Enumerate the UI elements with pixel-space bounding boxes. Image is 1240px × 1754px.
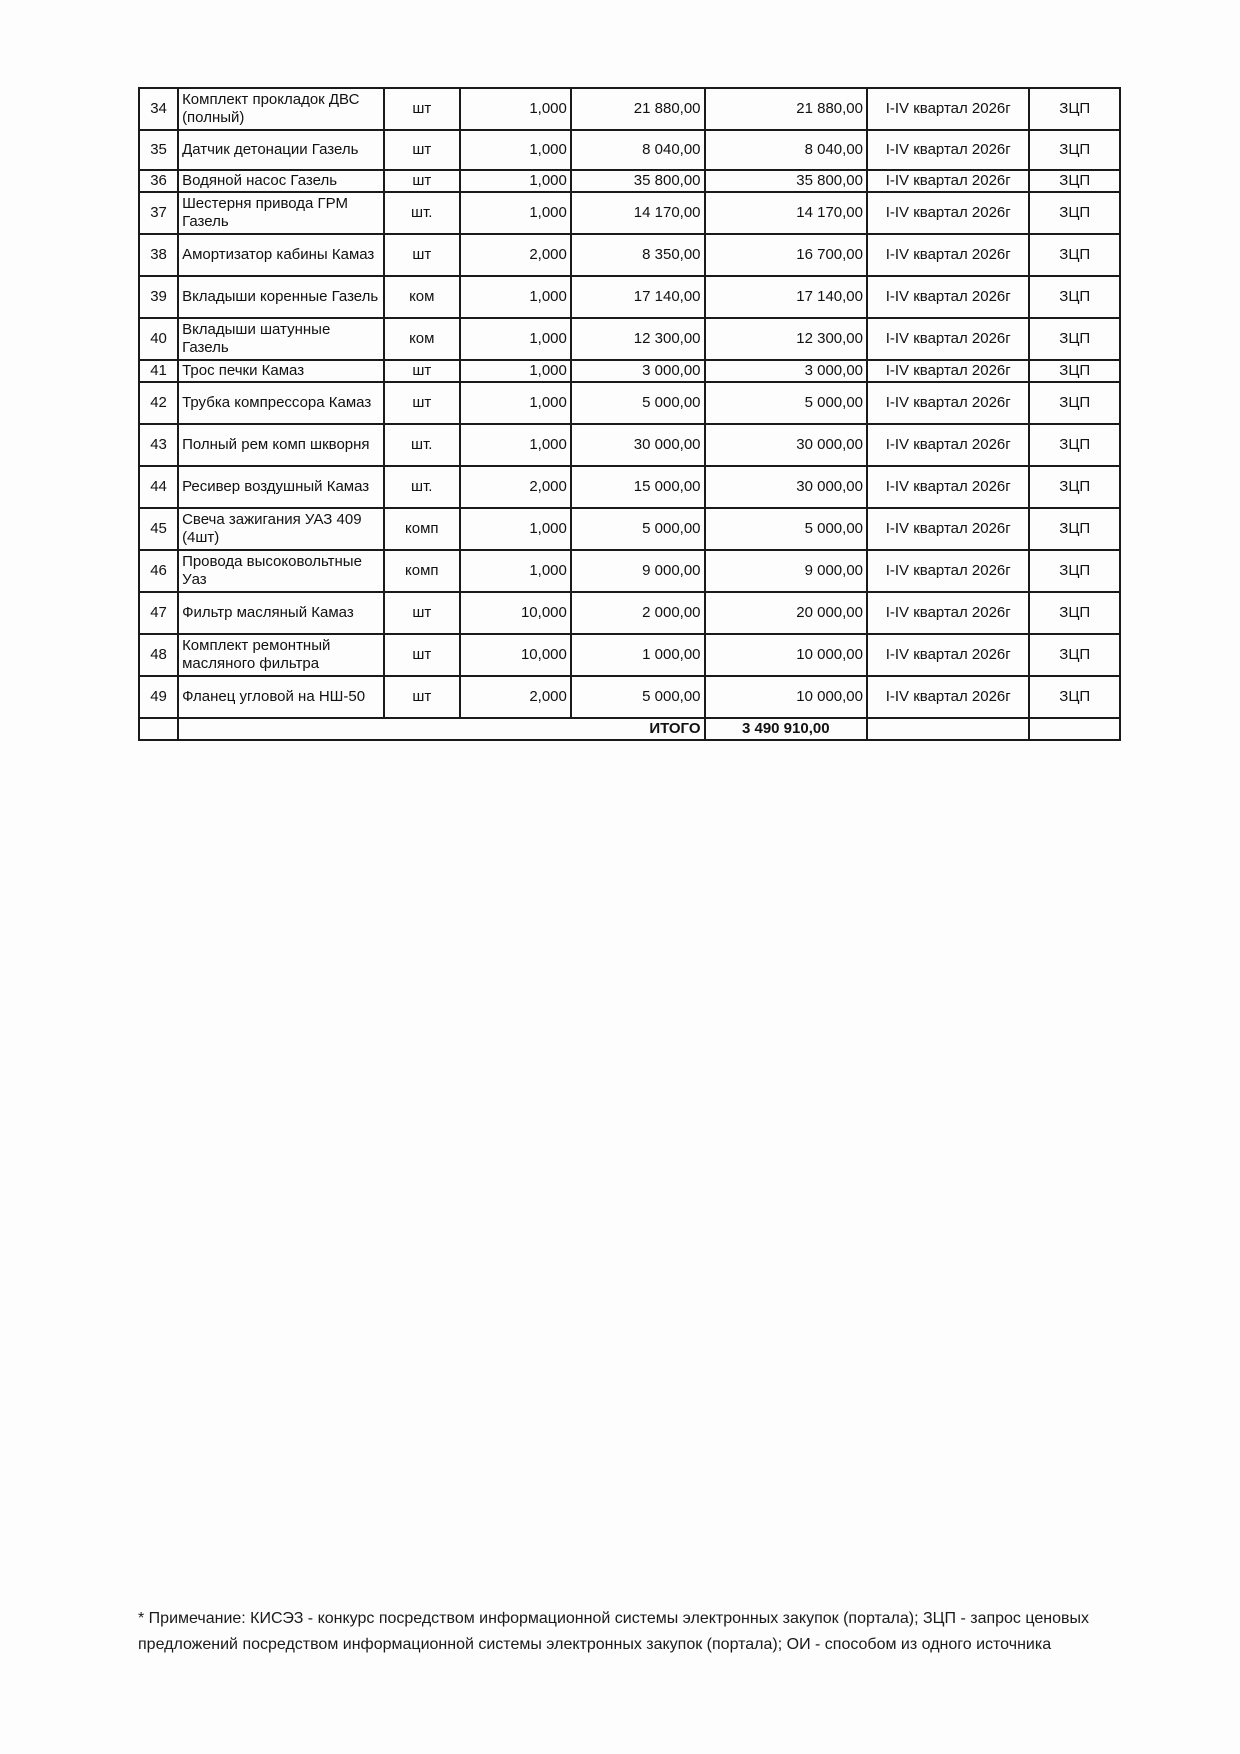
table-row	[139, 550, 1120, 592]
amount-cell: 16 700,00	[705, 234, 867, 276]
quantity-cell: 10,000	[460, 592, 571, 634]
table-row	[139, 592, 1120, 634]
unit-cell: шт	[384, 130, 460, 170]
procurement-method-cell: ЗЦП	[1029, 550, 1120, 592]
quantity-cell: 1,000	[460, 508, 571, 550]
row-number-cell: 40	[139, 318, 178, 360]
unit-price-cell: 5 000,00	[571, 676, 705, 718]
item-name-cell: Комплект ремонтный масляного фильтра	[178, 634, 384, 676]
delivery-period-cell: I-IV квартал 2026г	[867, 276, 1029, 318]
unit-cell: комп	[384, 508, 460, 550]
delivery-period-cell: I-IV квартал 2026г	[867, 130, 1029, 170]
row-number-cell: 46	[139, 550, 178, 592]
row-number-cell: 49	[139, 676, 178, 718]
delivery-period-cell: I-IV квартал 2026г	[867, 234, 1029, 276]
row-number-cell: 41	[139, 360, 178, 382]
footnote: * Примечание: КИСЭЗ - конкурс посредством информационной системы электронных закупок (портала); ЗЦП - запрос ценовых предложений посредством информационной системы электронных закупок (портала); ОИ - способом из одного источника	[138, 1610, 1089, 1653]
item-name-cell: Вкладыши шатунные Газель	[178, 318, 384, 360]
table-row	[139, 170, 1120, 192]
total-empty-cell	[139, 718, 178, 740]
quantity-cell: 2,000	[460, 466, 571, 508]
procurement-method-cell: ЗЦП	[1029, 592, 1120, 634]
unit-cell: шт	[384, 88, 460, 130]
quantity-cell: 1,000	[460, 130, 571, 170]
procurement-method-cell: ЗЦП	[1029, 318, 1120, 360]
row-number-cell: 34	[139, 88, 178, 130]
quantity-cell: 1,000	[460, 276, 571, 318]
unit-price-cell: 8 040,00	[571, 130, 705, 170]
quantity-cell: 1,000	[460, 360, 571, 382]
row-number-cell: 42	[139, 382, 178, 424]
unit-price-cell: 15 000,00	[571, 466, 705, 508]
table-row	[139, 276, 1120, 318]
unit-cell: шт	[384, 234, 460, 276]
unit-price-cell: 2 000,00	[571, 592, 705, 634]
delivery-period-cell: I-IV квартал 2026г	[867, 360, 1029, 382]
procurement-method-cell: ЗЦП	[1029, 382, 1120, 424]
unit-cell: шт	[384, 360, 460, 382]
item-name-cell: Провода высоковольтные Уаз	[178, 550, 384, 592]
item-name-cell: Амортизатор кабины Камаз	[178, 234, 384, 276]
table-row	[139, 466, 1120, 508]
table-row	[139, 234, 1120, 276]
unit-price-cell: 17 140,00	[571, 276, 705, 318]
unit-cell: шт	[384, 676, 460, 718]
row-number-cell: 38	[139, 234, 178, 276]
unit-price-cell: 5 000,00	[571, 382, 705, 424]
delivery-period-cell: I-IV квартал 2026г	[867, 424, 1029, 466]
delivery-period-cell: I-IV квартал 2026г	[867, 382, 1029, 424]
quantity-cell: 1,000	[460, 318, 571, 360]
total-empty-cell	[1029, 718, 1120, 740]
unit-cell: ком	[384, 276, 460, 318]
procurement-method-cell: ЗЦП	[1029, 234, 1120, 276]
table-row	[139, 192, 1120, 234]
unit-price-cell: 8 350,00	[571, 234, 705, 276]
delivery-period-cell: I-IV квартал 2026г	[867, 550, 1029, 592]
unit-price-cell: 1 000,00	[571, 634, 705, 676]
unit-price-cell: 12 300,00	[571, 318, 705, 360]
item-name-cell: Фильтр масляный Камаз	[178, 592, 384, 634]
quantity-cell: 1,000	[460, 550, 571, 592]
quantity-cell: 2,000	[460, 234, 571, 276]
quantity-cell: 1,000	[460, 88, 571, 130]
unit-cell: шт.	[384, 466, 460, 508]
amount-cell: 3 000,00	[705, 360, 867, 382]
amount-cell: 21 880,00	[705, 88, 867, 130]
procurement-table	[138, 87, 1121, 741]
procurement-method-cell: ЗЦП	[1029, 360, 1120, 382]
unit-cell: шт	[384, 592, 460, 634]
item-name-cell: Полный рем комп шкворня	[178, 424, 384, 466]
table-row	[139, 88, 1120, 130]
unit-price-cell: 30 000,00	[571, 424, 705, 466]
total-empty-cell	[867, 718, 1029, 740]
procurement-method-cell: ЗЦП	[1029, 130, 1120, 170]
procurement-table-body	[139, 88, 1120, 718]
unit-cell: шт	[384, 634, 460, 676]
amount-cell: 17 140,00	[705, 276, 867, 318]
row-number-cell: 48	[139, 634, 178, 676]
item-name-cell: Ресивер воздушный Камаз	[178, 466, 384, 508]
row-number-cell: 44	[139, 466, 178, 508]
unit-cell: шт	[384, 382, 460, 424]
total-row	[139, 718, 1120, 740]
delivery-period-cell: I-IV квартал 2026г	[867, 170, 1029, 192]
table-row	[139, 382, 1120, 424]
row-number-cell: 45	[139, 508, 178, 550]
total-value: 3 490 910,00	[705, 718, 867, 740]
quantity-cell: 10,000	[460, 634, 571, 676]
table-row	[139, 676, 1120, 718]
amount-cell: 10 000,00	[705, 634, 867, 676]
delivery-period-cell: I-IV квартал 2026г	[867, 318, 1029, 360]
delivery-period-cell: I-IV квартал 2026г	[867, 508, 1029, 550]
amount-cell: 5 000,00	[705, 508, 867, 550]
item-name-cell: Водяной насос Газель	[178, 170, 384, 192]
table-row	[139, 424, 1120, 466]
procurement-method-cell: ЗЦП	[1029, 192, 1120, 234]
delivery-period-cell: I-IV квартал 2026г	[867, 466, 1029, 508]
row-number-cell: 43	[139, 424, 178, 466]
total-label: ИТОГО	[178, 718, 704, 740]
procurement-method-cell: ЗЦП	[1029, 508, 1120, 550]
unit-price-cell: 35 800,00	[571, 170, 705, 192]
amount-cell: 30 000,00	[705, 424, 867, 466]
row-number-cell: 36	[139, 170, 178, 192]
amount-cell: 5 000,00	[705, 382, 867, 424]
amount-cell: 35 800,00	[705, 170, 867, 192]
row-number-cell: 37	[139, 192, 178, 234]
table-row	[139, 130, 1120, 170]
amount-cell: 30 000,00	[705, 466, 867, 508]
unit-price-cell: 14 170,00	[571, 192, 705, 234]
delivery-period-cell: I-IV квартал 2026г	[867, 676, 1029, 718]
row-number-cell: 47	[139, 592, 178, 634]
item-name-cell: Комплект прокладок ДВС (полный)	[178, 88, 384, 130]
amount-cell: 10 000,00	[705, 676, 867, 718]
unit-price-cell: 21 880,00	[571, 88, 705, 130]
unit-price-cell: 3 000,00	[571, 360, 705, 382]
item-name-cell: Трос печки Камаз	[178, 360, 384, 382]
row-number-cell: 39	[139, 276, 178, 318]
item-name-cell: Фланец угловой на НШ-50	[178, 676, 384, 718]
unit-cell: шт.	[384, 192, 460, 234]
amount-cell: 14 170,00	[705, 192, 867, 234]
procurement-method-cell: ЗЦП	[1029, 424, 1120, 466]
item-name-cell: Трубка компрессора Камаз	[178, 382, 384, 424]
quantity-cell: 1,000	[460, 424, 571, 466]
unit-cell: шт.	[384, 424, 460, 466]
procurement-method-cell: ЗЦП	[1029, 276, 1120, 318]
quantity-cell: 1,000	[460, 382, 571, 424]
delivery-period-cell: I-IV квартал 2026г	[867, 634, 1029, 676]
procurement-method-cell: ЗЦП	[1029, 466, 1120, 508]
quantity-cell: 2,000	[460, 676, 571, 718]
unit-cell: комп	[384, 550, 460, 592]
amount-cell: 12 300,00	[705, 318, 867, 360]
unit-price-cell: 9 000,00	[571, 550, 705, 592]
unit-cell: ком	[384, 318, 460, 360]
amount-cell: 20 000,00	[705, 592, 867, 634]
procurement-method-cell: ЗЦП	[1029, 676, 1120, 718]
amount-cell: 9 000,00	[705, 550, 867, 592]
delivery-period-cell: I-IV квартал 2026г	[867, 592, 1029, 634]
item-name-cell: Вкладыши коренные Газель	[178, 276, 384, 318]
procurement-method-cell: ЗЦП	[1029, 634, 1120, 676]
item-name-cell: Шестерня привода ГРМ Газель	[178, 192, 384, 234]
procurement-method-cell: ЗЦП	[1029, 170, 1120, 192]
item-name-cell: Свеча зажигания УАЗ 409 (4шт)	[178, 508, 384, 550]
procurement-method-cell: ЗЦП	[1029, 88, 1120, 130]
item-name-cell: Датчик детонации Газель	[178, 130, 384, 170]
table-row	[139, 318, 1120, 360]
quantity-cell: 1,000	[460, 192, 571, 234]
unit-price-cell: 5 000,00	[571, 508, 705, 550]
delivery-period-cell: I-IV квартал 2026г	[867, 88, 1029, 130]
table-row	[139, 508, 1120, 550]
delivery-period-cell: I-IV квартал 2026г	[867, 192, 1029, 234]
table-row	[139, 634, 1120, 676]
quantity-cell: 1,000	[460, 170, 571, 192]
unit-cell: шт	[384, 170, 460, 192]
row-number-cell: 35	[139, 130, 178, 170]
amount-cell: 8 040,00	[705, 130, 867, 170]
table-row	[139, 360, 1120, 382]
